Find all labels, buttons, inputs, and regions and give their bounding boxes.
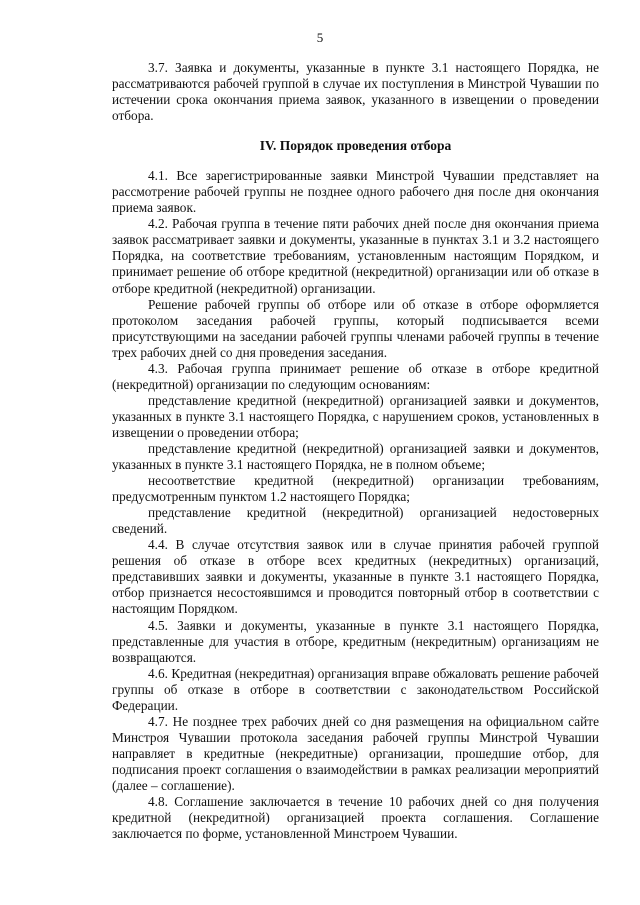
section-iv-title: IV. Порядок проведения отбора	[259, 138, 452, 154]
paragraph-4-3-ground-4: представление кредитной (некредитной) организацией недостоверных сведений.	[112, 505, 599, 537]
paragraph-4-3-ground-1: представление кредитной (некредитной) организацией заявки и документов, указанных в пункте 3.1 настоящего Порядка, с нарушением сроков, установленных в извещении о проведении отбора;	[112, 392, 599, 440]
document-body	[112, 60, 599, 842]
paragraph-4-6: 4.6. Кредитная (некредитная) организация вправе обжаловать решение рабочей группы об отказе в отборе в соответствии с законодательством Российской Федерации.	[112, 665, 599, 713]
paragraph-4-2-decision: Решение рабочей группы об отборе или об отказе в отборе оформляется протоколом заседания рабочей группы, который подписывается всеми присутствующими на заседании рабочей группы членами рабочей группы в течение трех рабочих дней со дня проведения заседания.	[112, 296, 599, 360]
paragraph-4-7: 4.7. Не позднее трех рабочих дней со дня размещения на официальном сайте Минстроя Чувашии протокола заседания рабочей группы Минстрой Чувашии направляет в кредитные (некредитные) организации, прошедшие отбор, для подписания проект соглашения о взаимодействии в рамках реализации мероприятий (далее – соглашение).	[112, 713, 599, 793]
paragraph-4-2: 4.2. Рабочая группа в течение пяти рабочих дней после дня окончания приема заявок рассматривает заявки и документы, указанные в пунктах 3.1 и 3.2 настоящего Порядка, на соответствие требованиям, установленным настоящим Порядком, и принимает решение об отборе кредитной (некредитной) организации или об отказе в отборе кредитной (некредитной) организации.	[112, 216, 599, 296]
paragraph-3-7: 3.7. Заявка и документы, указанные в пункте 3.1 настоящего Порядка, не рассматриваются рабочей группой в случае их поступления в Минстрой Чувашии по истечении срока окончания приема заявок, указанного в извещении о проведении отбора.	[112, 60, 599, 124]
paragraph-4-8: 4.8. Соглашение заключается в течение 10 рабочих дней со дня получения кредитной (некредитной) организацией проекта соглашения. Соглашение заключается по форме, установленной Минстроем Чувашии.	[112, 794, 599, 842]
paragraph-4-3-ground-2: представление кредитной (некредитной) организацией заявки и документов, указанных в пункте 3.1 настоящего Порядка, не в полном объеме;	[112, 440, 599, 473]
paragraph-4-1: 4.1. Все зарегистрированные заявки Минстрой Чувашии представляет на рассмотрение рабочей группы не позднее одного рабочего дня после дня окончания приема заявок.	[112, 168, 599, 216]
paragraph-4-3: 4.3. Рабочая группа принимает решение об отказе в отборе кредитной (некредитной) организации по следующим основаниям:	[112, 360, 599, 392]
paragraph-4-3-ground-3: несоответствие кредитной (некредитной) организации требованиям, предусмотренным пунктом 1.2 настоящего Порядка;	[112, 473, 599, 505]
paragraph-4-4: 4.4. В случае отсутствия заявок или в случае принятия рабочей группой решения об отказе в отборе всех кредитных (некредитных) организаций, представивших заявки и документы, указанные в пункте 3.1 настоящего Порядка, отбор признается несостоявшимся и проводится повторный отбор в соответствии с настоящим Порядком.	[112, 537, 599, 617]
paragraph-4-5: 4.5. Заявки и документы, указанные в пункте 3.1 настоящего Порядка, представленные для участия в отборе, кредитным (некредитным) организациям не возвращаются.	[112, 617, 599, 665]
page-number: 5	[316, 30, 324, 45]
